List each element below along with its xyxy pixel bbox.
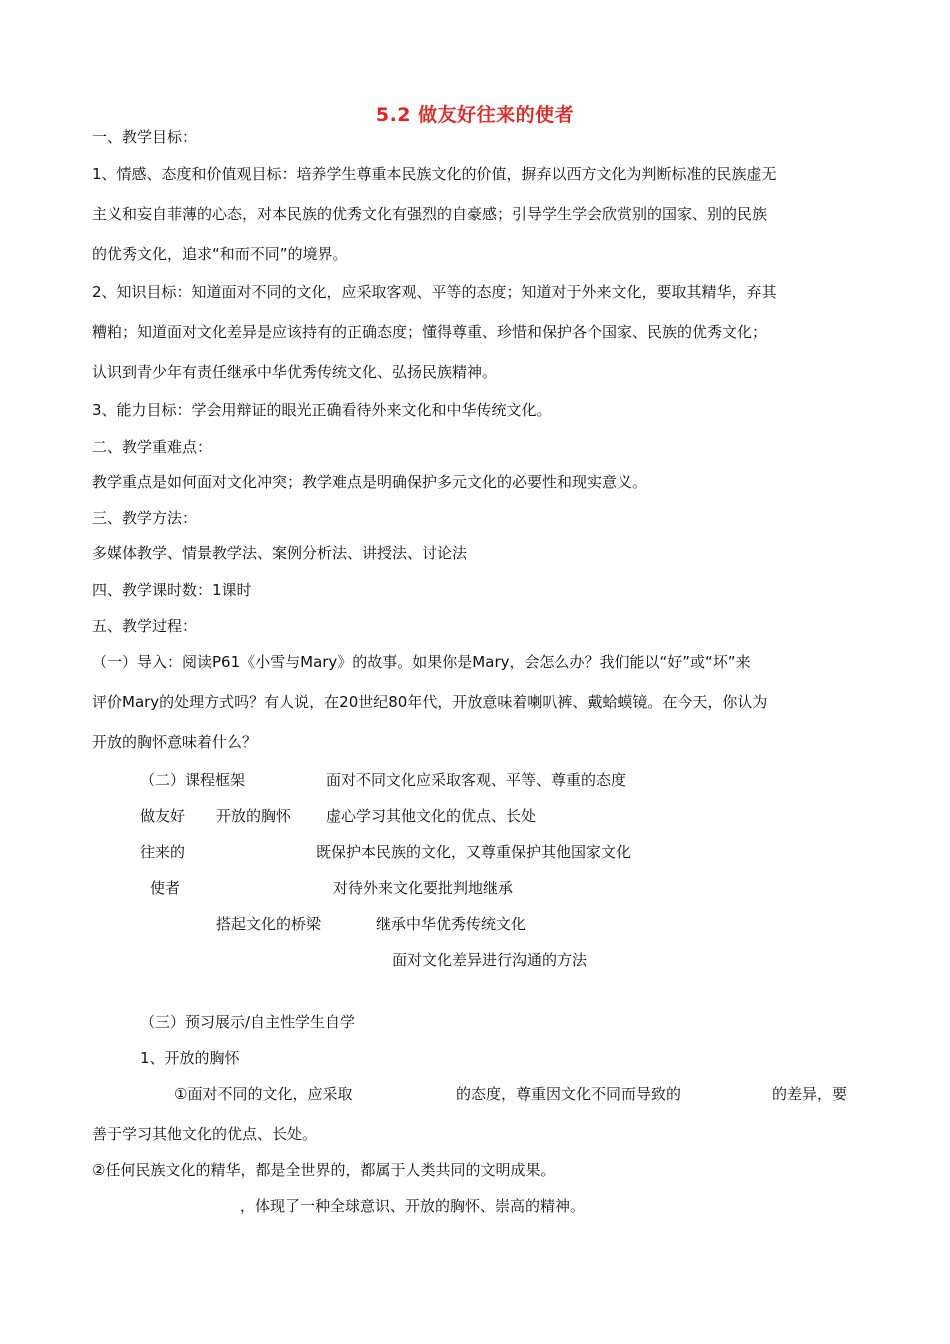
text-line: 1、情感、态度和价值观目标：培养学生尊重本民族文化的价值，摒弃以西方文化为判断标准的民族虚无 — [92, 165, 777, 183]
text-line: 开放的胸怀意味着什么？ — [92, 733, 258, 751]
fill-blank-text: ①面对不同的文化，应采取 — [174, 1085, 353, 1103]
framework-point: 面对文化差异进行沟通的方法 — [392, 951, 588, 969]
framework-point: 继承中华优秀传统文化 — [376, 915, 527, 933]
framework-point: 既保护本民族的文化，又尊重保护其他国家文化 — [316, 843, 632, 861]
framework-label: （二）课程框架 — [140, 771, 246, 789]
framework-point: 对待外来文化要批判地继承 — [333, 879, 514, 897]
text-line: 认识到青少年有责任继承中华优秀传统文化、弘扬民族精神。 — [92, 363, 498, 381]
framework-point: 面对不同文化应采取客观、平等、尊重的态度 — [326, 771, 627, 789]
text-line: ②任何民族文化的精华，都是全世界的，都属于人类共同的文明成果。 — [92, 1161, 556, 1179]
text-line: 一、教学目标： — [92, 128, 198, 146]
fill-blank-text: ，体现了一种全球意识、开放的胸怀、崇高的精神。 — [240, 1197, 586, 1215]
text-line: 评价Mary的处理方式吗？有人说，在20世纪80年代，开放意味着喇叭裤、戴蛤蟆镜。在今天，你认为 — [92, 693, 768, 711]
fill-blank-text: 的态度，尊重因文化不同而导致的 — [456, 1085, 682, 1103]
framework-branch: 开放的胸怀 — [216, 807, 292, 825]
text-line: 四、教学课时数：1课时 — [92, 581, 252, 599]
text-line: 五、教学过程： — [92, 617, 198, 635]
text-line: 主义和妄自菲薄的心态，对本民族的优秀文化有强烈的自豪感；引导学生学会欣赏别的国家、别的民族 — [92, 205, 768, 223]
text-line: 三、教学方法： — [92, 509, 198, 527]
text-line: 教学重点是如何面对文化冲突；教学难点是明确保护多元文化的必要性和现实意义。 — [92, 473, 648, 491]
text-line: 多媒体教学、情景教学法、案例分析法、讲授法、讨论法 — [92, 544, 468, 562]
text-line: 善于学习其他文化的优点、长处。 — [92, 1125, 318, 1143]
preview-label: （三）预习展示/自主性学生自学 — [140, 1013, 356, 1031]
framework-point: 虚心学习其他文化的优点、长处 — [326, 807, 537, 825]
text-line: 的优秀文化，追求“和而不同”的境界。 — [92, 245, 348, 263]
fill-blank-text: 的差异，要 — [772, 1085, 848, 1103]
preview-item-heading: 1、开放的胸怀 — [140, 1049, 240, 1067]
framework-title-part: 做友好 — [140, 807, 186, 825]
text-line: 二、教学重难点： — [92, 438, 213, 456]
framework-title-part: 往来的 — [140, 843, 186, 861]
document-title: 5.2 做友好往来的使者 — [375, 104, 575, 126]
text-line: 糟粕；知道面对文化差异是应该持有的正确态度；懂得尊重、珍惜和保护各个国家、民族的优秀文化； — [92, 323, 768, 341]
text-line: 2、知识目标：知道面对不同的文化，应采取客观、平等的态度；知道对于外来文化，要取其精华，弃其 — [92, 283, 777, 301]
framework-title-part: 使者 — [150, 879, 181, 897]
text-line: 3、能力目标：学会用辩证的眼光正确看待外来文化和中华传统文化。 — [92, 401, 552, 419]
text-line: （一）导入：阅读P61《小雪与Mary》的故事。如果你是Mary，会怎么办？我们能以“好”或“坏”来 — [92, 653, 751, 671]
framework-branch: 搭起文化的桥梁 — [216, 915, 322, 933]
